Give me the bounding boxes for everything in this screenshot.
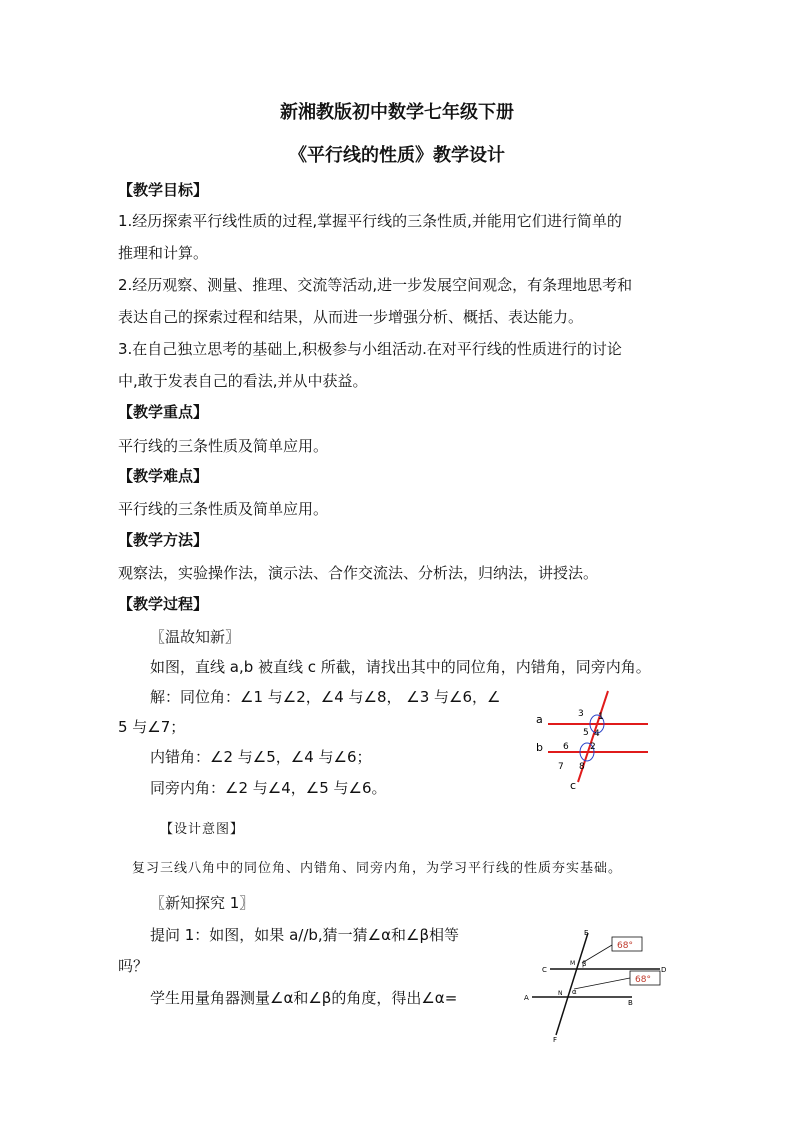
document-subtitle: 《平行线的性质》教学设计 [289,145,505,166]
review-question: 如图，直线 a,b 被直线 c 所截，请找出其中的同位角，内错角，同旁内角。 [150,658,651,676]
design-intent-label: 【设计意图】 [160,822,245,837]
design-intent-text: 复习三线八角中的同位角、内错角、同旁内角，为学习平行线的性质夯实基础。 [132,861,623,876]
label-a: a [536,713,543,726]
angle-label-1: 1 [598,712,604,722]
answer-alternate-interior: 内错角：∠2 与∠5，∠4 与∠6； [150,748,372,766]
label-C: C [542,966,547,974]
angle-label-4: 4 [594,729,600,739]
explore-label: 〖新知探究 1〗 [150,894,255,912]
figure-three-lines-eight-angles [528,686,658,792]
angle-value-top: 68° [617,941,633,951]
answer-corresponding-line-2: 5 与∠7； [118,718,186,736]
key-points-text: 平行线的三条性质及简单应用。 [118,437,329,455]
answer-corresponding-line-1: 解：同位角：∠1 与∠2，∠4 与∠8， ∠3 与∠6，∠ [150,688,501,706]
label-alpha: α [572,988,577,996]
measure-text: 学生用量角器测量∠α和∠β的角度，得出∠α= [150,989,458,1007]
pointer-top [582,945,612,963]
label-E: E [584,929,589,937]
process-heading: 【教学过程】 [118,595,209,613]
label-B: B [628,999,633,1007]
angle-label-7: 7 [558,762,564,772]
angle-label-6: 6 [563,742,569,752]
methods-text: 观察法，实验操作法，演示法、合作交流法、分析法，归纳法，讲授法。 [118,564,599,582]
figure-parallel-lines-alpha-beta [520,925,670,1045]
angle-value-bottom: 68° [635,975,651,985]
answer-same-side-interior: 同旁内角：∠2 与∠4，∠5 与∠6。 [150,779,387,797]
goal-1-line-1: 1.经历探索平行线性质的过程,掌握平行线的三条性质,并能用它们进行简单的 [118,212,622,230]
question-1-line-2: 吗？ [118,957,149,975]
methods-heading: 【教学方法】 [118,531,209,549]
label-b: b [536,741,543,754]
key-points-heading: 【教学重点】 [118,403,209,421]
question-1-line-1: 提问 1：如图，如果 a//b,猜一猜∠α和∠β相等 [150,926,460,944]
label-M: M [570,960,576,967]
difficulties-heading: 【教学难点】 [118,467,209,485]
goal-3-line-1: 3.在自己独立思考的基础上,积极参与小组活动.在对平行线的性质进行的讨论 [118,340,622,358]
angle-label-3: 3 [578,709,584,719]
label-F: F [553,1036,558,1044]
difficulties-text: 平行线的三条性质及简单应用。 [118,500,329,518]
label-N: N [558,990,563,997]
label-A: A [524,994,529,1002]
angle-label-5: 5 [583,728,589,738]
pointer-bottom [574,978,630,989]
goal-2-line-1: 2.经历观察、测量、推理、交流等活动,进一步发展空间观念，有条理地思考和 [118,276,633,294]
label-D: D [661,966,667,974]
angle-label-8: 8 [579,762,585,772]
label-beta: β [582,960,587,968]
label-c: c [570,779,577,792]
goals-heading: 【教学目标】 [118,181,209,199]
review-label: 〖温故知新〗 [150,628,241,646]
goal-1-line-2: 推理和计算。 [118,244,209,262]
goal-3-line-2: 中,敢于发表自己的看法,并从中获益。 [118,372,368,390]
angle-label-2: 2 [590,742,596,752]
document-title: 新湘教版初中数学七年级下册 [280,102,514,123]
goal-2-line-2: 表达自己的探索过程和结果，从而进一步增强分析、概括、表达能力。 [118,308,584,326]
line-ef [556,933,588,1035]
